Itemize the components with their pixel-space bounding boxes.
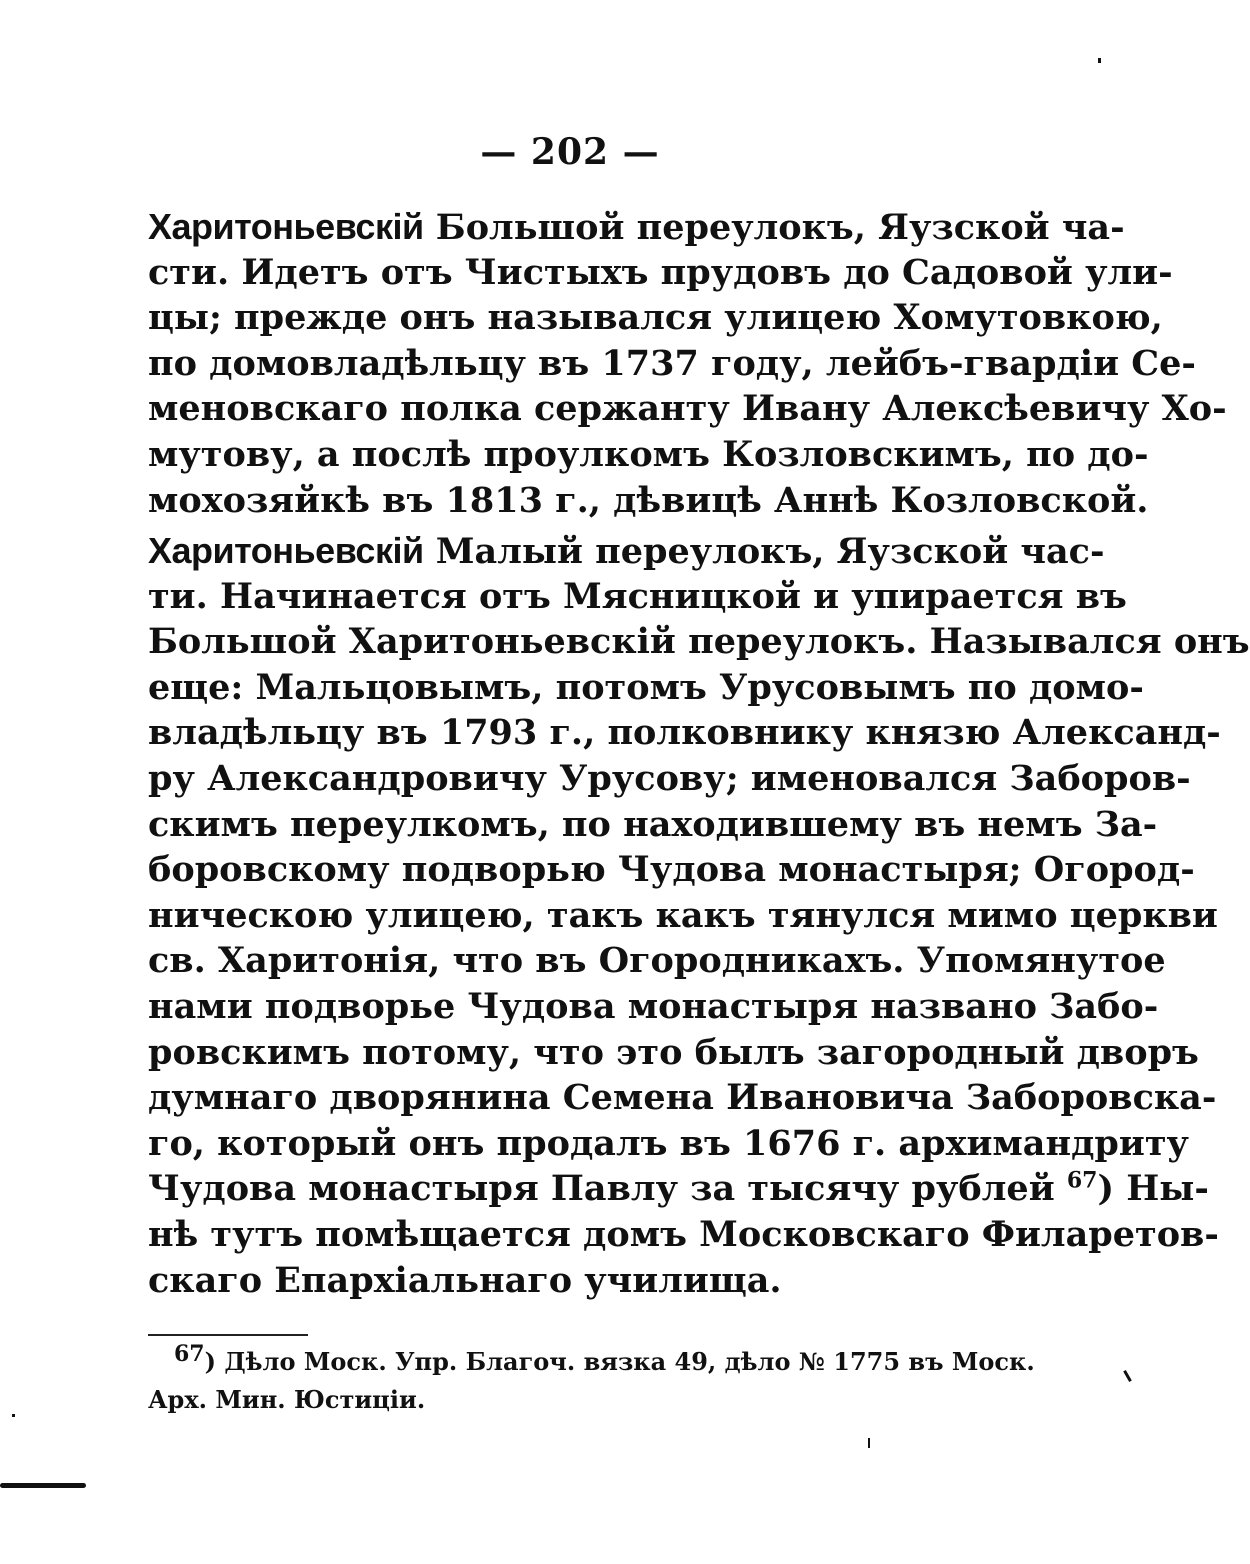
scan-speck — [868, 1438, 870, 1448]
paragraph-line: нами подворье Чудова монастыря названо Забо- — [148, 985, 1159, 1027]
footnote — [148, 1341, 1035, 1419]
paragraph-line: меновскаго полка сержанту Ивану Алексѣевичу Хо- — [148, 388, 1227, 430]
footnote-reference[interactable]: 67 — [1066, 1167, 1098, 1194]
scan-speck — [1123, 1370, 1132, 1382]
paragraph-line: скимъ переулкомъ, по находившему въ немъ За- — [148, 803, 1158, 845]
footnote-divider — [148, 1334, 308, 1336]
paragraph-line: скаго Епархіальнаго училища. — [148, 1259, 782, 1301]
paragraph-line: мохозяйкѣ въ 1813 г., дѣвицѣ Аннѣ Козловской. — [148, 479, 1149, 521]
footnote-text: ) Дѣло Моск. Упр. Благоч. вязка 49, дѣло № 1775 въ Моск. — [204, 1347, 1035, 1376]
paragraph-line: по домовладѣльцу въ 1737 году, лейбъ-гвардіи Се- — [148, 342, 1196, 384]
scan-smudge — [0, 1483, 86, 1488]
scan-speck — [1098, 58, 1101, 63]
paragraph-line: Большой Харитоньевскій переулокъ. Назывался онъ — [148, 621, 1250, 663]
paragraph-kharitonyevsky-maly — [148, 528, 1250, 1303]
line-text: ) Ны- — [1097, 1168, 1209, 1210]
paragraph-line: св. Харитонія, что въ Огородникахъ. Упомянутое — [148, 940, 1166, 982]
paragraph-line — [148, 204, 1125, 250]
line-text: Малый переулокъ, Яузской час- — [435, 531, 1105, 572]
paragraph-line: ру Александровичу Урусову; именовался Заборов- — [148, 757, 1191, 799]
paragraph-line: сти. Идетъ отъ Чистыхъ прудовъ до Садовой ули- — [148, 251, 1173, 293]
paragraph-kharitonyevsky-bolshoy — [148, 204, 1227, 523]
paragraph-line: боровскому подворью Чудова монастыря; Огород- — [148, 849, 1195, 891]
paragraph-line: ровскимъ потому, что это былъ загородный дворъ — [148, 1031, 1199, 1073]
footnote-line: Арх. Мин. Юстиціи. — [148, 1385, 426, 1414]
line-text: Большой переулокъ, Яузской ча- — [435, 207, 1125, 248]
page-number: — 202 — — [480, 131, 660, 173]
paragraph-line: цы; прежде онъ назывался улицею Хомутовкою, — [148, 297, 1163, 339]
paragraph-line: думнаго дворянина Семена Ивановича Заборовска- — [148, 1077, 1217, 1119]
footnote-number: 67 — [174, 1341, 205, 1367]
paragraph-line — [148, 1166, 1209, 1212]
scan-speck — [12, 1414, 15, 1417]
line-text: Чудова монастыря Павлу за тысячу рублей — [148, 1168, 1055, 1210]
paragraph-line: ническою улицею, такъ какъ тянулся мимо церкви — [148, 894, 1218, 936]
paragraph-line: еще: Мальцовымъ, потомъ Урусовымъ по домо- — [148, 666, 1144, 708]
paragraph-line: го, который онъ продалъ въ 1676 г. архимандриту — [148, 1122, 1189, 1164]
paragraph-line: владѣльцу въ 1793 г., полковнику князю Александ- — [148, 712, 1221, 754]
paragraph-line: мутову, а послѣ проулкомъ Козловскимъ, по до- — [148, 433, 1149, 475]
paragraph-line: нѣ тутъ помѣщается домъ Московскаго Филаретов- — [148, 1213, 1219, 1255]
entry-heading: Харитоньевскій — [148, 530, 424, 571]
paragraph-line — [148, 528, 1105, 574]
footnote-line — [148, 1341, 1035, 1381]
entry-heading: Харитоньевскій — [148, 206, 424, 247]
paragraph-line: ти. Начинается отъ Мясницкой и упирается въ — [148, 575, 1127, 617]
